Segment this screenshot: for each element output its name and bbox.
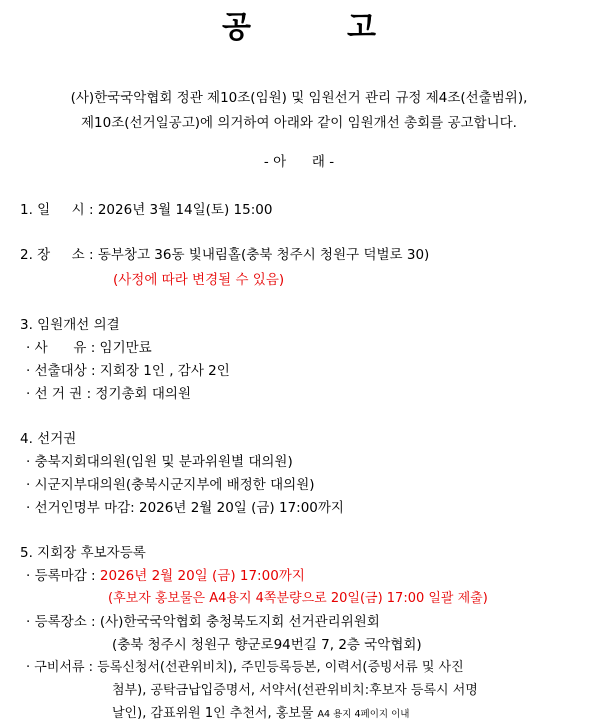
election-reason: · 사 유 : 임기만료 xyxy=(26,340,152,356)
registration-docs-line-3-small: A4 용지 4페이지 이내 xyxy=(317,709,410,720)
registration-docs-line-2: 첨부), 공탁금납입증명서, 서약서(선관위비치:후보자 등록시 서명 xyxy=(112,683,478,698)
item-date: 1. 일 시 : 2026년 3월 14일(토) 15:00 xyxy=(20,202,273,218)
title-char-left: 공 xyxy=(222,10,251,45)
suffrage-line-1: · 충북지회대의원(임원 및 분과위원별 대의원) xyxy=(26,454,293,470)
suffrage-line-2: · 시군지부대의원(충북시군지부에 배정한 대의원) xyxy=(26,477,315,493)
election-targets: · 선출대상 : 지회장 1인 , 감사 2인 xyxy=(26,363,230,379)
election-heading: 3. 임원개선 의결 xyxy=(20,317,120,333)
registration-heading: 5. 지회장 후보자등록 xyxy=(20,545,146,561)
suffrage-line-3: · 선거인명부 마감: 2026년 2월 20일 (금) 17:00까지 xyxy=(26,500,344,516)
election-voters: · 선 거 권 : 정기총회 대의원 xyxy=(26,386,191,402)
item-place: 2. 장 소 : 동부창고 36동 빛내림홀(충북 청주시 청원구 덕벌로 30) xyxy=(20,247,430,263)
suffrage-heading: 4. 선거권 xyxy=(20,431,77,447)
registration-docs-line-3-main: 날인), 감표위원 1인 추천서, 홍보물 xyxy=(112,706,318,721)
registration-deadline-value: 2026년 2월 20일 (금) 17:00까지 xyxy=(99,568,305,584)
registration-docs-line-3 xyxy=(112,705,409,724)
registration-deadline xyxy=(26,567,305,585)
registration-place: · 등록장소 : (사)한국국악협회 충청북도지회 선거관리위원회 xyxy=(26,614,380,630)
registration-docs-line-1: · 구비서류 : 등록신청서(선관위비치), 주민등록등본, 이력서(증빙서류 및 사진 xyxy=(26,660,464,675)
notice-title xyxy=(0,8,598,48)
notice-heading: - 아 래 - xyxy=(263,154,335,170)
registration-deadline-note: (후보자 홍보물은 A4용지 4쪽분량으로 20일(금) 17:00 일괄 제출) xyxy=(108,591,488,606)
intro-line-1: (사)한국국악협회 정관 제10조(임원) 및 임원선거 관리 규정 제4조(선출범위), xyxy=(70,90,528,106)
item-place-note: (사정에 따라 변경될 수 있음) xyxy=(113,272,285,288)
intro-line-2: 제10조(선거일공고)에 의거하여 아래와 같이 임원개선 총회를 공고합니다. xyxy=(81,115,517,131)
registration-deadline-label: · 등록마감 : xyxy=(26,568,100,584)
title-char-right: 고 xyxy=(347,10,376,45)
registration-place-address: (충북 청주시 청원구 향군로94번길 7, 2층 국악협회) xyxy=(112,637,422,653)
